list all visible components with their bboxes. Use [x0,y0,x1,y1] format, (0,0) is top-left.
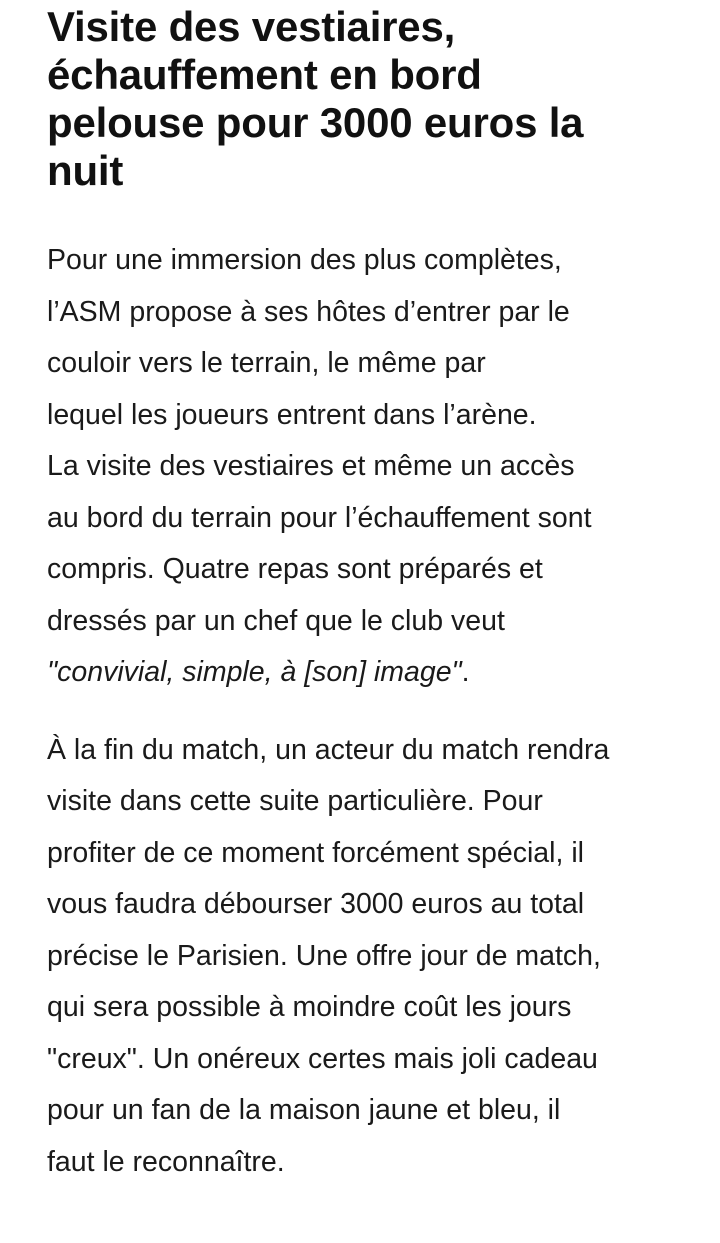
paragraph-line: l’ASM propose à ses hôtes d’entrer par le [47,295,570,328]
paragraph-line: dressés par un chef que le club veut [47,604,505,637]
paragraph-line: pour un fan de la maison jaune et bleu, il [47,1094,561,1126]
headline-line: échauffement en bord [47,51,482,98]
paragraph-line: faut le reconnaître. [47,1145,285,1178]
paragraph-line: vous faudra débourser 3000 euros au total [47,888,585,920]
quote-line [47,647,697,699]
paragraph-line: "creux". Un onéreux certes mais joli cadeau [47,1042,598,1075]
paragraph-line: au bord du terrain pour l’échauffement sont [47,501,592,534]
paragraph-line: Pour une immersion des plus complètes, [47,244,562,276]
paragraph-line: À la fin du match, un acteur du match rendra [47,733,610,766]
paragraph-line: visite dans cette suite particulière. Pour [47,785,543,817]
paragraph-line: profiter de ce moment forcément spécial, il [47,836,584,869]
paragraph-line: La visite des vestiaires et même un accès [47,450,575,482]
paragraph-line: lequel les joueurs entrent dans l’arène. [47,398,537,431]
paragraph-line: qui sera possible à moindre coût les jours [47,991,572,1023]
article-headline [47,3,697,195]
chef-quote: "convivial, simple, à [son] image" [47,656,462,688]
headline-line: pelouse pour 3000 euros la [47,99,584,146]
paragraph-line: couloir vers le terrain, le même par [47,347,486,379]
paragraph-end-of-match [47,725,697,1189]
article [47,0,697,1188]
quote-period: . [461,656,470,688]
paragraph-line: compris. Quatre repas sont préparés et [47,553,543,585]
paragraph-immersion [47,235,697,699]
headline-line: Visite des vestiaires, [47,3,456,50]
paragraph-line: précise le Parisien. Une offre jour de match, [47,939,601,972]
headline-line: nuit [47,147,124,194]
